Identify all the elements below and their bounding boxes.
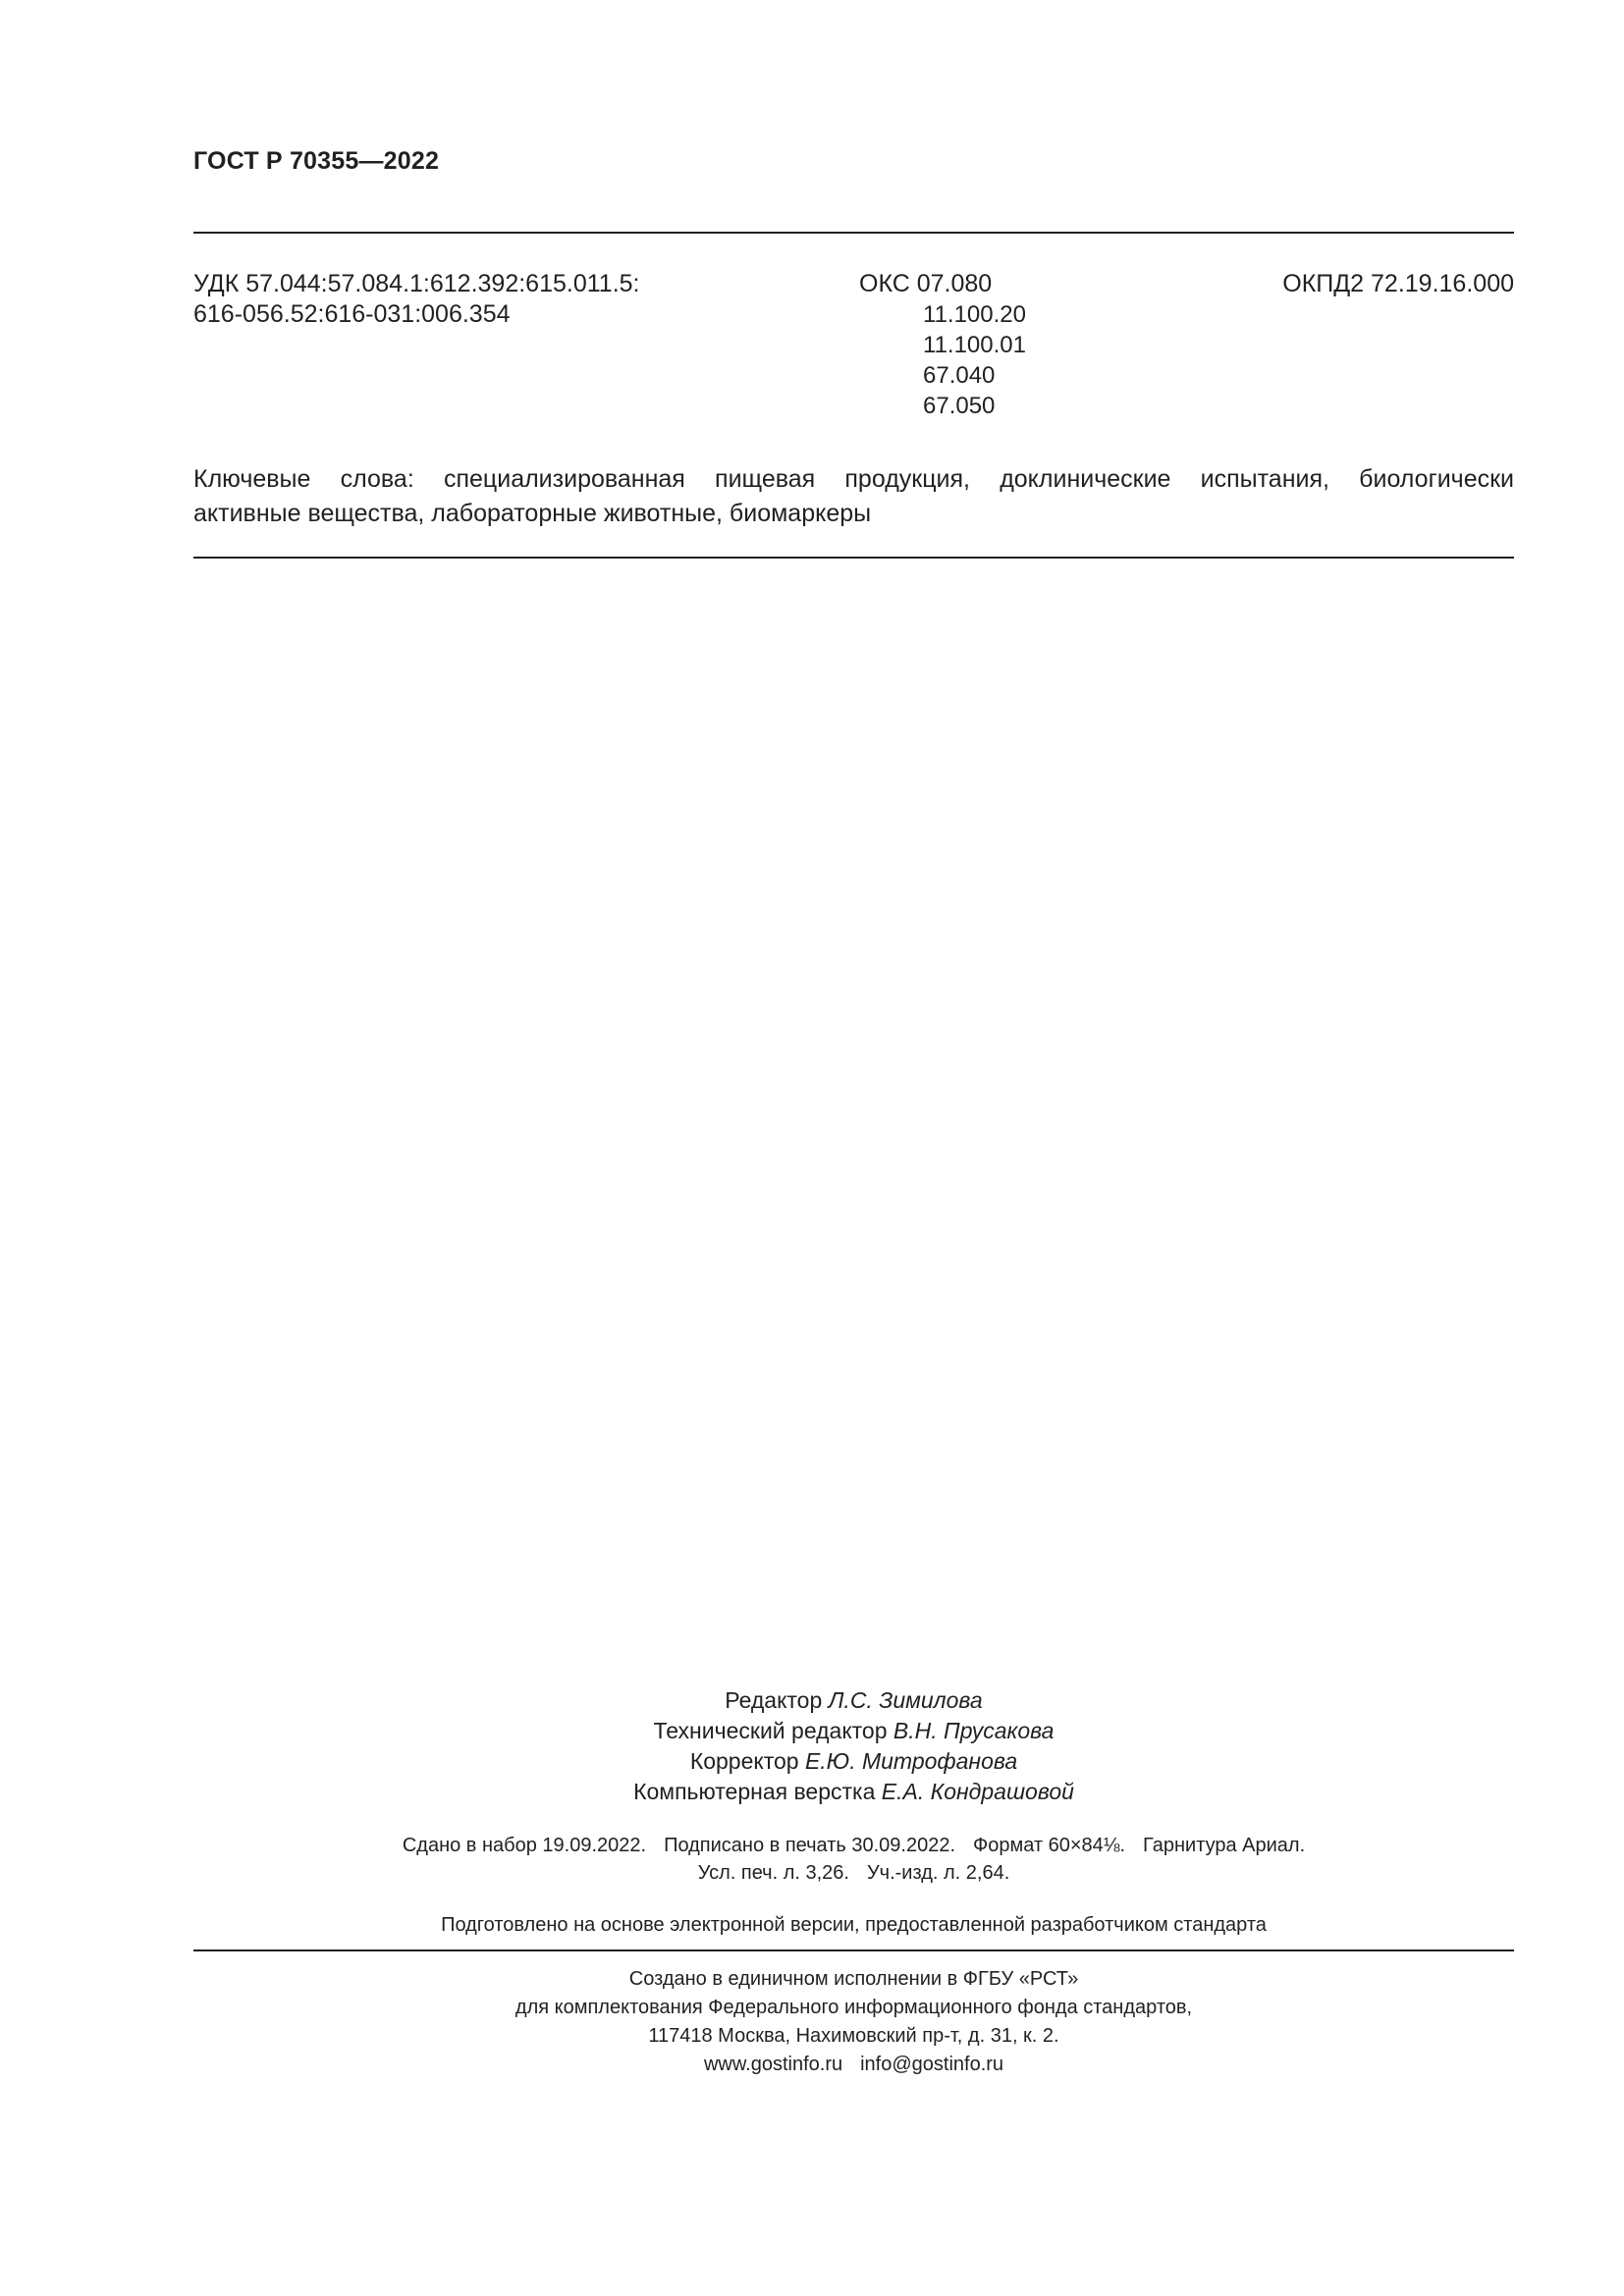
credit-name: Л.С. Зимилова bbox=[828, 1687, 983, 1713]
oks-code: 67.050 bbox=[923, 393, 996, 419]
oks-label: ОКС 07.080 bbox=[859, 270, 993, 297]
publisher-footer bbox=[193, 1965, 1514, 2079]
credit-layout bbox=[193, 1777, 1514, 1807]
credit-tech-editor bbox=[193, 1716, 1514, 1746]
email-link[interactable]: info@gostinfo.ru bbox=[860, 2054, 1004, 2075]
oks-code: 11.100.20 bbox=[923, 301, 1026, 328]
udc-line-1: УДК 57.044:57.084.1:612.392:615.011.5: bbox=[193, 270, 640, 297]
okpd-code: ОКПД2 72.19.16.000 bbox=[1282, 270, 1514, 297]
credit-role: Корректор bbox=[689, 1748, 799, 1774]
divider-footer bbox=[193, 1949, 1514, 1951]
credit-role: Редактор bbox=[725, 1687, 823, 1713]
credit-proofreader bbox=[193, 1746, 1514, 1777]
publication-sheets: Уч.-изд. л. 2,64. bbox=[866, 1862, 1010, 1884]
credit-role: Компьютерная верстка bbox=[633, 1779, 876, 1804]
divider-keywords bbox=[193, 557, 1514, 559]
signed-date: Подписано в печать 30.09.2022. bbox=[664, 1835, 956, 1856]
footer-contacts bbox=[193, 2051, 1514, 2079]
print-info bbox=[193, 1832, 1514, 1887]
udc-block bbox=[193, 269, 640, 330]
typeface: Гарнитура Ариал. bbox=[1143, 1835, 1306, 1856]
print-info-line-1 bbox=[193, 1832, 1514, 1859]
keywords-paragraph bbox=[193, 462, 1514, 531]
print-sheets: Усл. печ. л. 3,26. bbox=[697, 1862, 849, 1884]
credit-name: В.Н. Прусакова bbox=[893, 1718, 1055, 1743]
keywords-line-2: активные вещества, лабораторные животные, биомаркеры bbox=[193, 500, 872, 527]
footer-line-2: для комплектования Федерального информационного фонда стандартов, bbox=[514, 1997, 1193, 2018]
credit-editor bbox=[193, 1685, 1514, 1716]
prepared-note: Подготовлено на основе электронной версии, предоставленной разработчиком стандарта bbox=[441, 1914, 1267, 1936]
keywords-line-1: Ключевые слова: специализированная пищевая продукция, доклинические испытания, биологически bbox=[193, 465, 1514, 493]
credits-block bbox=[193, 1685, 1514, 1807]
website-link[interactable]: www.gostinfo.ru bbox=[703, 2054, 843, 2075]
credit-role: Технический редактор bbox=[653, 1718, 888, 1743]
footer-address: 117418 Москва, Нахимовский пр-т, д. 31, к. 2. bbox=[648, 2025, 1059, 2047]
print-info-line-2 bbox=[193, 1859, 1514, 1887]
paper-format: Формат 60×84⅛. bbox=[973, 1835, 1126, 1856]
udc-line-2: 616-056.52:616-031:006.354 bbox=[193, 300, 511, 328]
submitted-date: Сдано в набор 19.09.2022. bbox=[402, 1835, 647, 1856]
divider-top bbox=[193, 232, 1514, 234]
credit-name: Е.А. Кондрашовой bbox=[881, 1779, 1074, 1804]
credit-name: Е.Ю. Митрофанова bbox=[804, 1748, 1018, 1774]
oks-code: 67.040 bbox=[923, 362, 996, 389]
standard-code: ГОСТ Р 70355—2022 bbox=[193, 147, 440, 175]
footer-line-1: Создано в единичном исполнении в ФГБУ «РСТ» bbox=[628, 1968, 1079, 1990]
oks-code: 11.100.01 bbox=[923, 332, 1026, 358]
oks-block bbox=[859, 269, 1026, 421]
